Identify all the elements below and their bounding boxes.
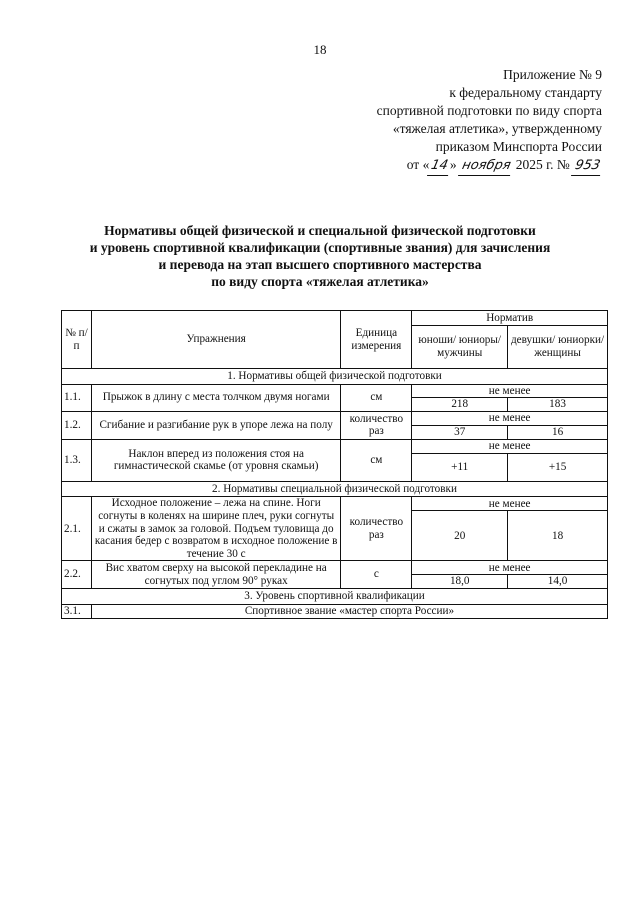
row-number: 1.1.: [62, 384, 92, 411]
row-female-value: +15: [508, 453, 608, 481]
row-exercise: Сгибание и разгибание рук в упоре лежа на полу: [91, 411, 340, 439]
row-male-value: 218: [412, 398, 508, 412]
appendix-line: Приложение № 9: [503, 67, 602, 82]
appendix-block: [322, 66, 602, 176]
row-male-value: 20: [412, 511, 508, 561]
year-text: 2025 г. №: [515, 157, 570, 172]
section-row: [62, 369, 608, 385]
title-line: и перевода на этап высшего спортивного мастерства: [158, 257, 482, 272]
row-exercise: Наклон вперед из положения стоя на гимнастической скамье (от уровня скамьи): [91, 439, 340, 481]
appendix-line: «тяжелая атлетика», утвержденному: [392, 121, 602, 136]
table-row: [62, 561, 608, 575]
date-mid: »: [449, 157, 457, 172]
row-number: 2.1.: [62, 497, 92, 561]
table-row: [62, 604, 608, 618]
section-title: 3. Уровень спортивной квалификации: [62, 588, 608, 604]
appendix-line: приказом Минспорта России: [435, 139, 602, 154]
handwritten-day: 14: [427, 157, 452, 176]
row-condition: не менее: [412, 411, 608, 425]
document-title: [40, 222, 600, 290]
handwritten-month: ноября: [458, 157, 514, 176]
handwritten-order-number: 953: [571, 157, 604, 176]
date-prefix: от «: [406, 157, 430, 172]
row-condition: не менее: [412, 561, 608, 575]
title-line: по виду спорта «тяжелая атлетика»: [211, 274, 429, 289]
row-female-value: 18: [508, 511, 608, 561]
row-condition: не менее: [412, 497, 608, 511]
row-exercise: Вис хватом сверху на высокой перекладине на согнутых под углом 90° руках: [91, 561, 340, 589]
section-title: 2. Нормативы специальной физической подготовки: [62, 481, 608, 497]
header-female: девушки/ юниорки/ женщины: [508, 326, 608, 369]
header-male: юноши/ юниоры/ мужчины: [412, 326, 508, 369]
section-row: [62, 481, 608, 497]
row-exercise: Прыжок в длину с места толчком двумя ногами: [91, 384, 340, 411]
row-number: 2.2.: [62, 561, 92, 589]
row-number: 1.2.: [62, 411, 92, 439]
header-row: [62, 311, 608, 326]
standards-table: [61, 310, 608, 619]
header-norm: Норматив: [412, 311, 608, 326]
section-row: [62, 588, 608, 604]
row-female-value: 183: [508, 398, 608, 412]
header-exercise: Упражнения: [91, 311, 340, 369]
row-female-value: 16: [508, 425, 608, 439]
title-line: Нормативы общей физической и специальной физической подготовки: [104, 223, 536, 238]
row-number: 3.1.: [62, 604, 92, 618]
table-row: [62, 439, 608, 453]
row-female-value: 14,0: [508, 575, 608, 589]
row-unit: количество раз: [341, 497, 412, 561]
row-exercise: Исходное положение – лежа на спине. Ноги согнуты в коленях на ширине плеч, руки согнуты и сжаты в замок за головой. Подъем туловища до касания бедер с возвратом в исходное положение в течение 30 с: [91, 497, 340, 561]
row-condition: не менее: [412, 439, 608, 453]
row-male-value: +11: [412, 453, 508, 481]
row-exercise: Спортивное звание «мастер спорта России»: [91, 604, 607, 618]
table-row: [62, 384, 608, 398]
row-male-value: 18,0: [412, 575, 508, 589]
title-line: и уровень спортивной квалификации (спортивные звания) для зачисления: [89, 240, 551, 255]
row-condition: не менее: [412, 384, 608, 398]
appendix-line: к федеральному стандарту: [449, 85, 602, 100]
row-unit: см: [341, 439, 412, 481]
row-unit: с: [341, 561, 412, 589]
appendix-line: спортивной подготовки по виду спорта: [376, 103, 602, 118]
table-row: [62, 497, 608, 511]
header-unit: Единица измерения: [341, 311, 412, 369]
row-unit: количество раз: [341, 411, 412, 439]
section-title: 1. Нормативы общей физической подготовки: [62, 369, 608, 385]
row-unit: см: [341, 384, 412, 411]
order-date-line: [322, 156, 602, 176]
row-number: 1.3.: [62, 439, 92, 481]
header-num: № п/п: [62, 311, 92, 369]
row-male-value: 37: [412, 425, 508, 439]
page-number: 18: [313, 42, 327, 57]
table-row: [62, 411, 608, 425]
